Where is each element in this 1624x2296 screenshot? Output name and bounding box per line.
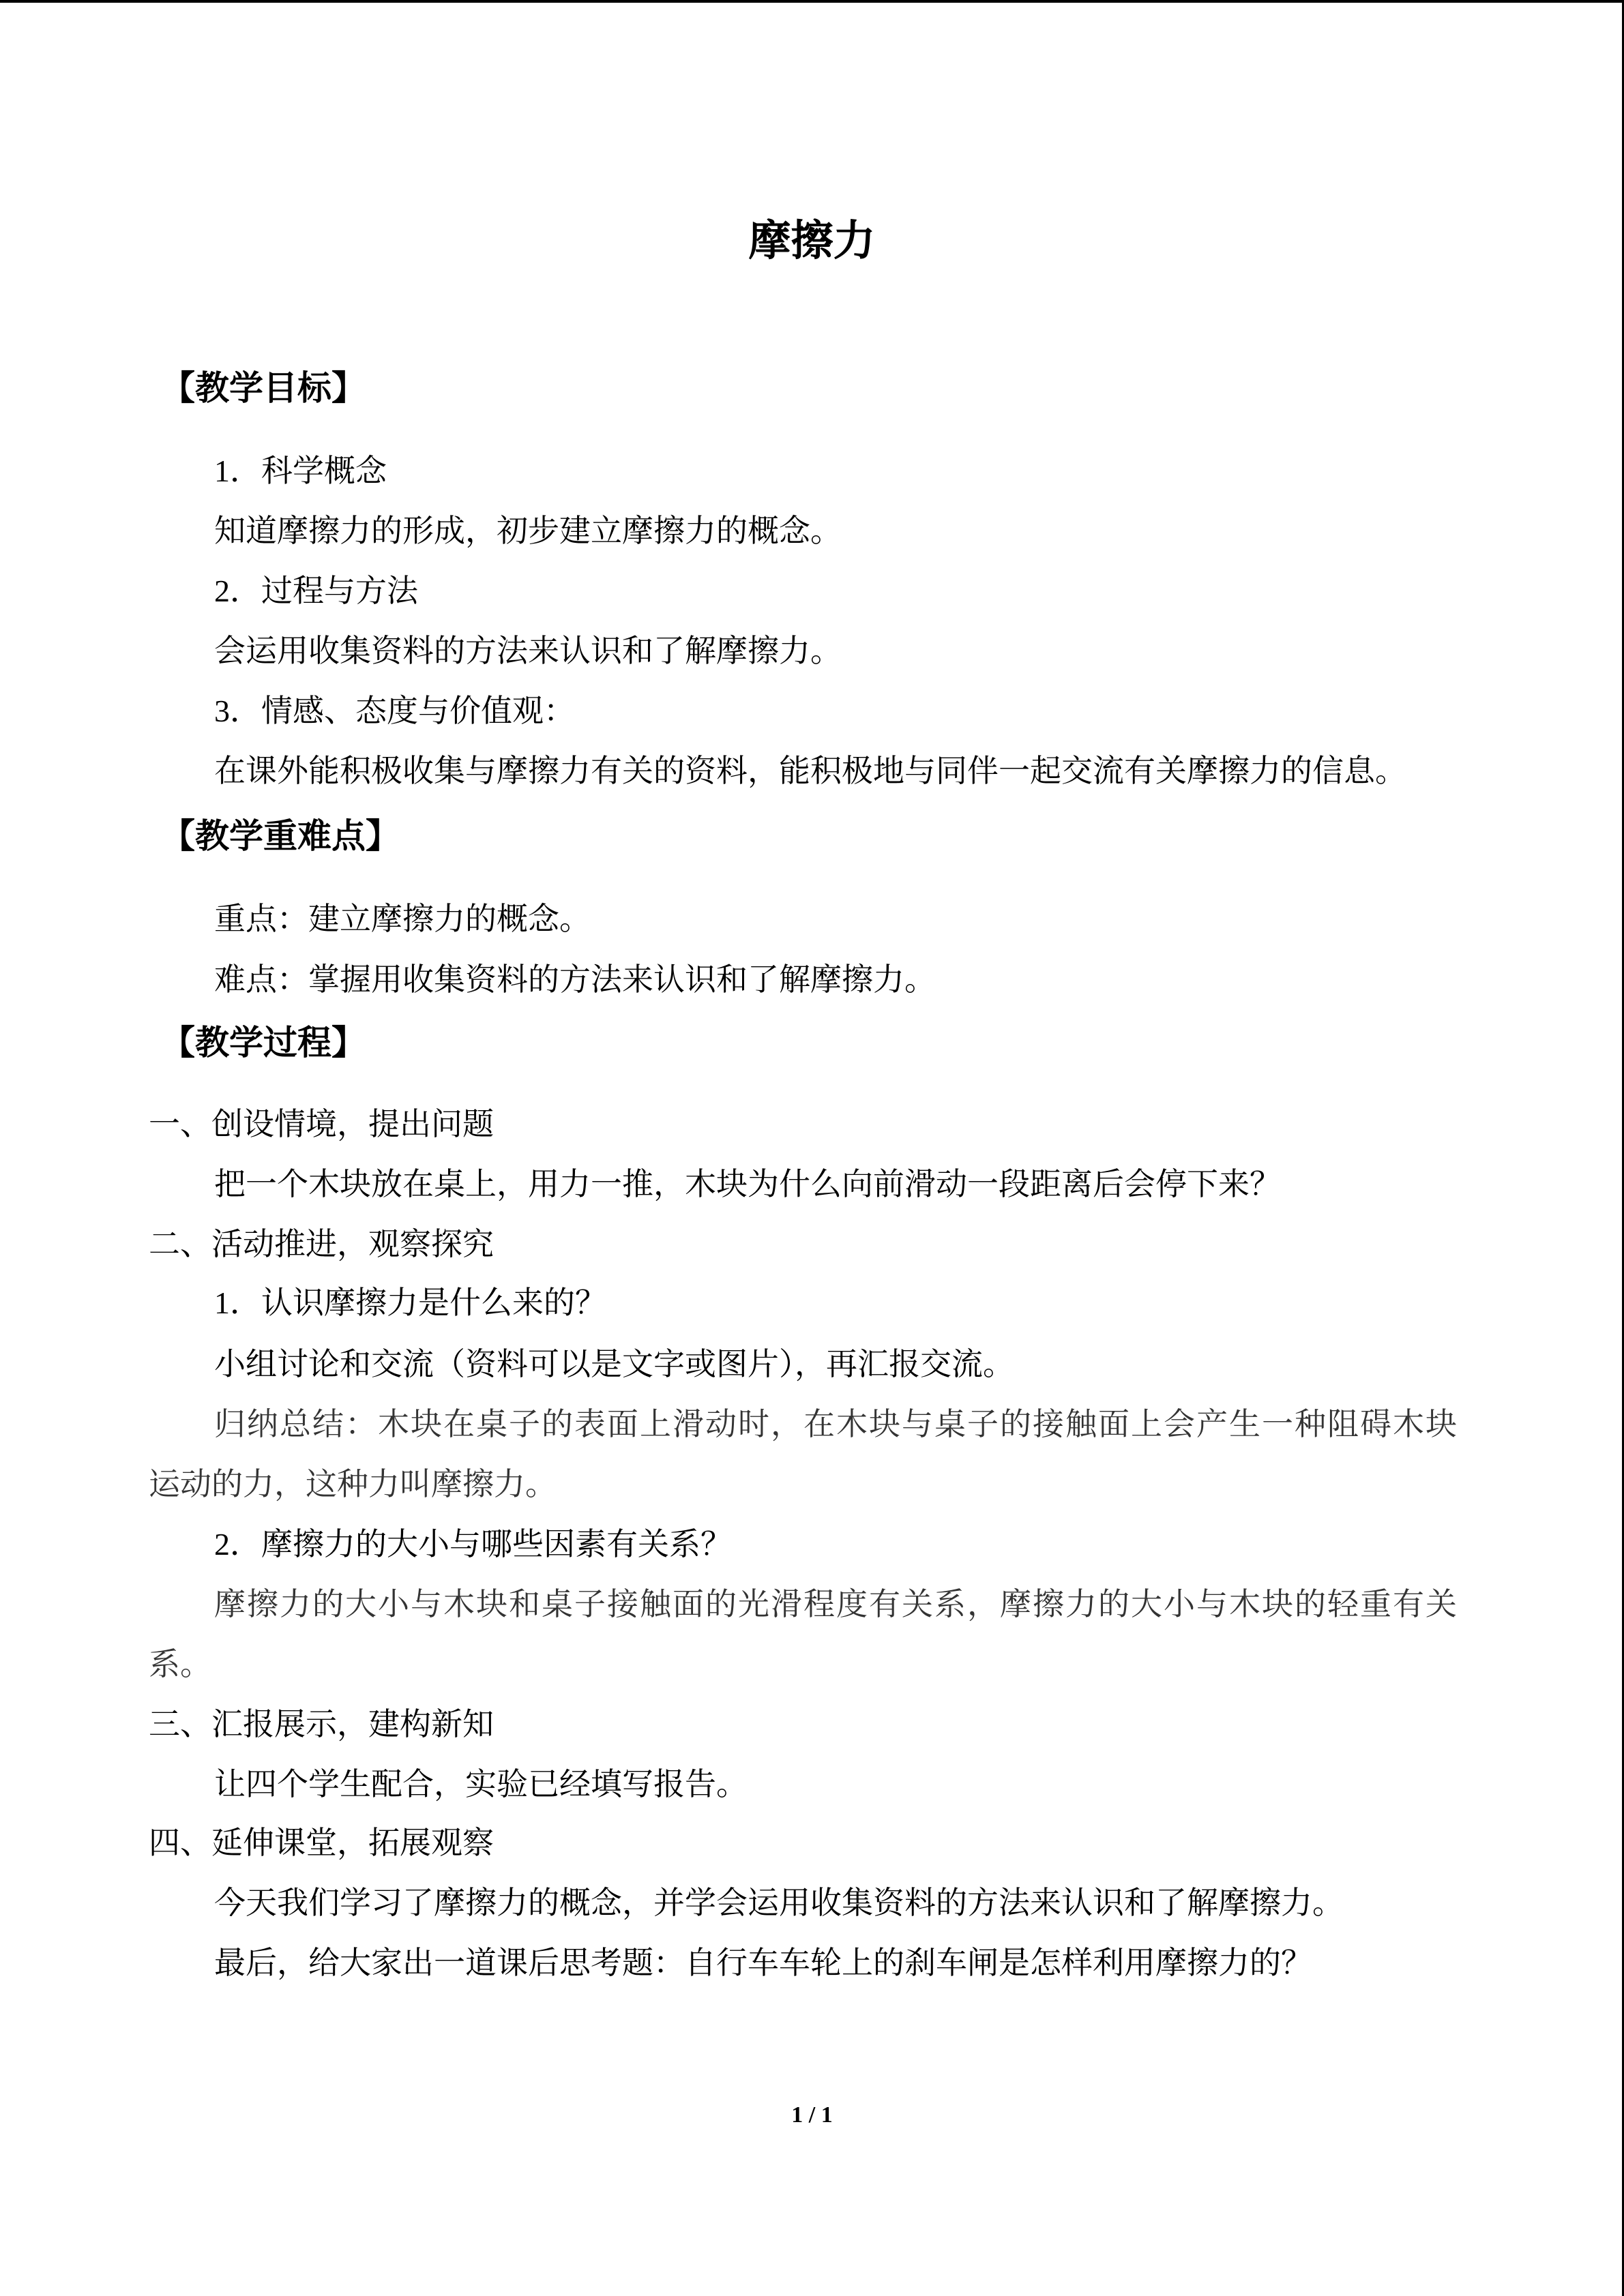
objective-label-2: 2．过程与方法 bbox=[214, 573, 418, 608]
step-title-2: 二、活动推进，观察探究 bbox=[149, 1227, 494, 1262]
page-indicator: 1 / 1 bbox=[791, 2102, 833, 2128]
step-3-text: 让四个学生配合，实验已经填写报告。 bbox=[214, 1767, 748, 1802]
step-2-sub1-discussion: 小组讨论和交流（资料可以是文字或图片），再汇报交流。 bbox=[214, 1347, 1014, 1382]
step-2-sub1-title: 1．认识摩擦力是什么来的？ bbox=[214, 1285, 606, 1320]
step-title-4: 四、延伸课堂，拓展观察 bbox=[149, 1825, 494, 1860]
step-4-text-2: 最后，给大家出一道课后思考题：自行车车轮上的刹车闸是怎样利用摩擦力的？ bbox=[214, 1945, 1312, 1980]
document-title: 摩擦力 bbox=[748, 218, 876, 265]
step-2-sub1-summary-line1: 归纳总结：木块在桌子的表面上滑动时，在木块与桌子的接触面上会产生一种阻碍木块 bbox=[214, 1407, 1457, 1442]
difficult-point-text: 难点：掌握用收集资料的方法来认识和了解摩擦力。 bbox=[214, 962, 936, 997]
objective-text-3: 在课外能积极收集与摩擦力有关的资料，能积极地与同伴一起交流有关摩擦力的信息。 bbox=[214, 754, 1406, 788]
step-2-sub2-title: 2．摩擦力的大小与哪些因素有关系？ bbox=[214, 1527, 732, 1562]
objective-text-1: 知道摩擦力的形成，初步建立摩擦力的概念。 bbox=[214, 513, 842, 548]
step-title-1: 一、创设情境，提出问题 bbox=[149, 1107, 494, 1142]
step-1-text: 把一个木块放在桌上，用力一推，木块为什么向前滑动一段距离后会停下来？ bbox=[214, 1167, 1281, 1202]
section-heading-key-points: 【教学重难点】 bbox=[161, 817, 400, 855]
section-heading-objectives: 【教学目标】 bbox=[161, 369, 366, 407]
step-title-3: 三、汇报展示，建构新知 bbox=[149, 1707, 494, 1742]
step-4-text-1: 今天我们学习了摩擦力的概念，并学会运用收集资料的方法来认识和了解摩擦力。 bbox=[214, 1885, 1344, 1920]
objective-label-3: 3．情感、态度与价值观： bbox=[214, 694, 575, 728]
objective-label-1: 1．科学概念 bbox=[214, 453, 387, 488]
key-point-text: 重点：建立摩擦力的概念。 bbox=[214, 901, 591, 936]
step-2-sub2-line2: 系。 bbox=[149, 1647, 211, 1682]
section-heading-process: 【教学过程】 bbox=[161, 1024, 366, 1062]
step-2-sub1-summary-line2: 运动的力，这种力叫摩擦力。 bbox=[149, 1467, 557, 1502]
step-2-sub2-line1: 摩擦力的大小与木块和桌子接触面的光滑程度有关系，摩擦力的大小与木块的轻重有关 bbox=[214, 1587, 1457, 1622]
objective-text-2: 会运用收集资料的方法来认识和了解摩擦力。 bbox=[214, 633, 842, 668]
